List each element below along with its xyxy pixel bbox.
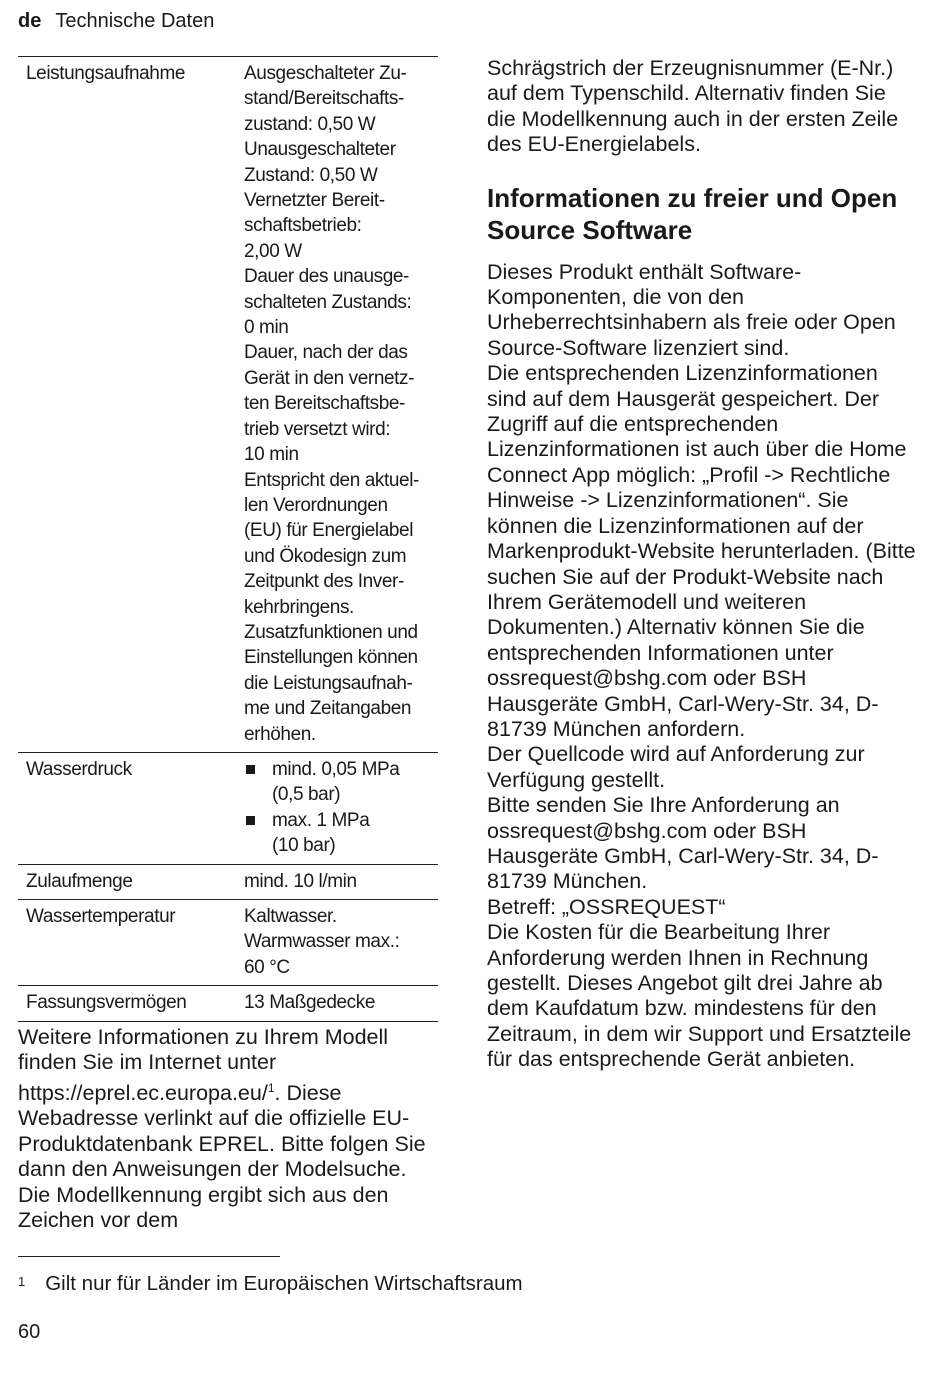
spec-value-line: stand/Bereitschafts- [244, 88, 404, 110]
spec-value-line: zustand: 0,50 W [244, 113, 376, 135]
spec-value-line: len Verordnungen [244, 494, 388, 516]
spec-value-line: 2,00 W [244, 240, 302, 262]
spec-value-line: Gerät in den vernetz- [244, 367, 415, 389]
spec-row [18, 752, 438, 864]
spec-value-line: (EU) für Energielabel [244, 520, 414, 542]
spec-value [236, 752, 438, 864]
eprel-paragraph: Weitere Informationen zu Ihrem Modell finden Sie im Internet unter https://eprel.ec.europa.eu/$^1$. Diese Webadresse verlinkt auf die offizielle EU-Produktdatenbank EPREL. Bitte folgen Sie dann den Anweisungen der Modelsuche. Die Modellkennung ergibt sich aus den Zeichen vor dem [18, 1025, 426, 1232]
spec-value-line: mind. 10 l/min [244, 870, 357, 892]
spec-value-line: 10 min [244, 444, 299, 466]
spec-label: Fassungsvermögen [26, 992, 187, 1014]
spec-value-line: Zustand: 0,50 W [244, 164, 378, 186]
spec-value-line: Dauer des unausge- [244, 266, 409, 288]
spec-value-line: Zusatzfunktionen und [244, 621, 418, 643]
oss-paragraph: Dieses Produkt enthält Software-Komponenten, die von den Urheberrechtsinhabern als freie oder Open Source-Software lizenziert sind. [487, 259, 896, 360]
technical-data-table [18, 56, 438, 1022]
spec-value-line: 13 Maßgedecke [244, 992, 376, 1014]
spec-value-line: Einstellungen können [244, 647, 418, 669]
footnote [18, 1270, 523, 1298]
footnote-divider [18, 1256, 280, 1257]
spec-value-line: Entspricht den aktuel- [244, 469, 419, 491]
spec-value-line: die Leistungsaufnah- [244, 672, 413, 694]
spec-value [236, 57, 438, 753]
spec-value-line: schaftsbetrieb: [244, 215, 362, 237]
oss-section [487, 260, 917, 1073]
bullet-item: mind. 0,05 MPa (0,5 bar) [244, 757, 438, 808]
spec-value-line: ten Bereitschaftsbe- [244, 393, 405, 415]
spec-row [18, 986, 438, 1021]
spec-value-line: 60 °C [244, 956, 290, 978]
oss-paragraph: Bitte senden Sie Ihre Anforderung an ossrequest@bshg.com oder BSH Hausgeräte GmbH, Carl-Wery-Str. 34, D-81739 München. [487, 793, 879, 894]
spec-value-line: Zeitpunkt des Inver- [244, 571, 404, 593]
spec-value-line: Unausgeschalteter [244, 139, 396, 161]
spec-value [236, 900, 438, 986]
footnote-marker: 1 [267, 1080, 275, 1095]
oss-paragraph: Betreff: „OSSREQUEST“ [487, 894, 726, 919]
spec-value-line: Ausgeschalteter Zu- [244, 63, 407, 84]
model-id-paragraph: Schrägstrich der Erzeugnisnummer (E-Nr.) auf dem Typenschild. Alternativ finden Sie die Modellkennung auch in der ersten Zeile des EU-Energielabels. [487, 56, 899, 157]
oss-paragraph: Die entsprechenden Lizenzinformationen sind auf dem Hausgerät gespeichert. Der Zugriff auf die entsprechenden Lizenzinformationen ist auch über die Home Connect App möglich: „Profil -> Rechtliche Hinweise -> Lizenzinformationen“. Sie können die Lizenzinformationen auf der Markenprodukt-Website herunterladen. (Bitte suchen Sie auf der Produkt-Website nach Ihrem Gerätemodell und weiteren Dokumenten.) Alternativ können Sie die entsprechenden Informationen unter ossrequest@bshg.com oder BSH Hausgeräte GmbH, Carl-Wery-Str. 34, D-81739 München anfordern. [487, 361, 916, 741]
spec-value-line: erhöhen. [244, 723, 316, 745]
oss-heading: Informationen zu freier und Open Source Software [487, 182, 898, 245]
section-title: Technische Daten [55, 10, 215, 32]
spec-row [18, 864, 438, 899]
spec-value-line: und Ökodesign zum [244, 545, 407, 567]
bullet-item: max. 1 MPa (10 bar) [244, 808, 438, 859]
bullet-list [244, 757, 438, 859]
oss-paragraph: Der Quellcode wird auf Anforderung zur Verfügung gestellt. [487, 742, 865, 792]
spec-label: Wasserdruck [26, 758, 132, 780]
spec-row [18, 900, 438, 986]
page-number: 60 [18, 1321, 41, 1343]
language-code: de [18, 10, 42, 32]
spec-row [18, 57, 438, 753]
spec-value-line: Kaltwasser. [244, 906, 337, 927]
spec-value-line: Warmwasser max.: [244, 931, 400, 953]
oss-paragraph: Die Kosten für die Bearbeitung Ihrer Anforderung werden Ihnen in Rechnung gestellt. Dieses Angebot gilt drei Jahre ab dem Kaufdatum bzw. mindestens für den Zeitraum, in dem wir Support und Ersatzteile für das entsprechende Gerät anbieten. [487, 920, 912, 1072]
spec-value-line: 0 min [244, 317, 289, 339]
page-header [18, 8, 214, 34]
footnote-number: 1 [18, 1274, 26, 1289]
footnote-text: Gilt nur für Länder im Europäischen Wirtschaftsraum [45, 1272, 523, 1295]
spec-value [236, 986, 438, 1021]
spec-value-line: me und Zeitangaben [244, 698, 412, 720]
right-column [487, 56, 917, 1073]
spec-value-line: kehrbringens. [244, 596, 354, 618]
spec-label: Wassertemperatur [26, 906, 176, 927]
spec-label: Zulaufmenge [26, 870, 133, 892]
spec-value-line: Dauer, nach der das [244, 342, 408, 364]
spec-label: Leistungsaufnahme [26, 63, 186, 84]
spec-value-line: Vernetzter Bereit- [244, 190, 385, 212]
spec-value [236, 864, 438, 899]
spec-value-line: schalteten Zustands: [244, 291, 412, 313]
spec-value-line: trieb versetzt wird: [244, 418, 391, 440]
